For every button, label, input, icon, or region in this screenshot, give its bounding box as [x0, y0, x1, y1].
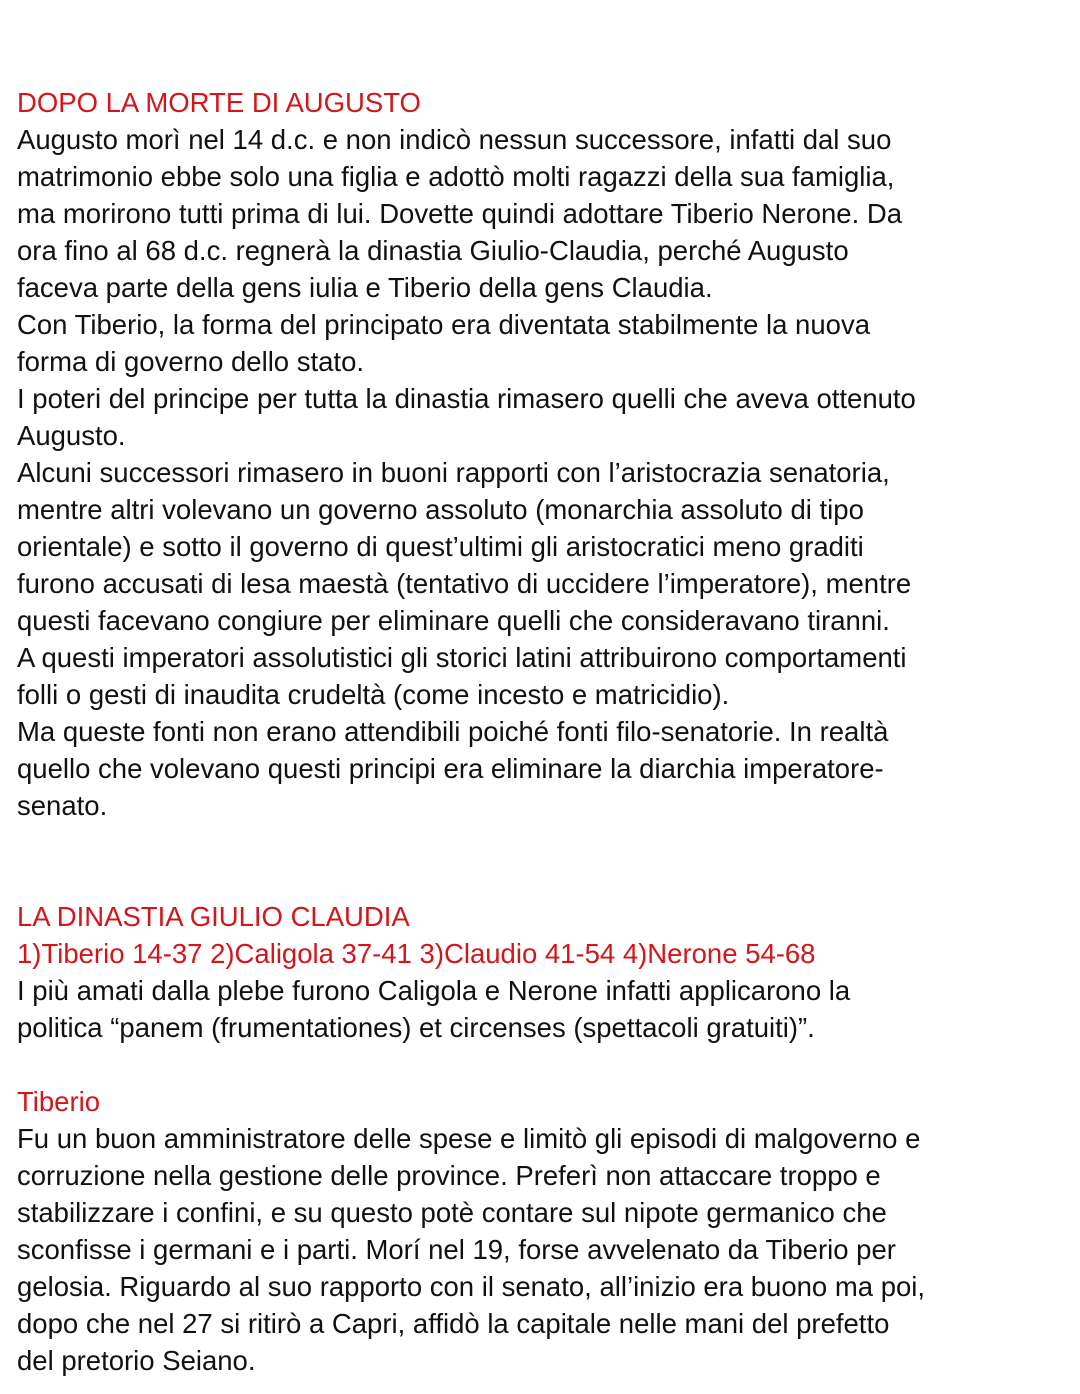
section-heading: DOPO LA MORTE DI AUGUSTO: [17, 87, 421, 118]
text-line: furono accusati di lesa maestà (tentativo di uccidere l’imperatore), mentre: [17, 568, 912, 599]
spacer: [17, 824, 1067, 898]
text-line: orientale) e sotto il governo di quest’ultimi gli aristocratici meno graditi: [17, 531, 864, 562]
text-line: Augusto morì nel 14 d.c. e non indicò nessun successore, infatti dal suo: [17, 124, 892, 155]
text-line: I più amati dalla plebe furono Caligola e Nerone infatti applicarono la: [17, 975, 851, 1006]
spacer: [17, 1046, 1067, 1083]
section-body: [17, 972, 1067, 1046]
text-line: sconfisse i germani e i parti. Morí nel 19, forse avvelenato da Tiberio per: [17, 1234, 896, 1265]
text-line: Con Tiberio, la forma del principato era diventata stabilmente la nuova: [17, 309, 870, 340]
text-line: mentre altri volevano un governo assoluto (monarchia assoluto di tipo: [17, 494, 864, 525]
section-body: [17, 121, 1067, 824]
text-line: questi facevano congiure per eliminare quelli che consideravano tiranni.: [17, 605, 890, 636]
text-line: folli o gesti di inaudita crudeltà (come incesto e matricidio).: [17, 679, 730, 710]
text-line: Fu un buon amministratore delle spese e limitò gli episodi di malgoverno e: [17, 1123, 921, 1154]
document-page: [17, 84, 1067, 1379]
section-dopo-morte-augusto: [17, 84, 1067, 824]
text-line: matrimonio ebbe solo una figlia e adottò molti ragazzi della sua famiglia,: [17, 161, 895, 192]
section-heading: Tiberio: [17, 1086, 101, 1117]
text-line: del pretorio Seiano.: [17, 1345, 256, 1376]
section-dinastia-giulio-claudia: [17, 898, 1067, 1046]
text-line: dopo che nel 27 si ritirò a Capri, affidò la capitale nelle mani del prefetto: [17, 1308, 890, 1339]
section-body: [17, 1120, 1067, 1379]
text-line: corruzione nella gestione delle province. Preferì non attaccare troppo e: [17, 1160, 881, 1191]
text-line: Augusto.: [17, 420, 126, 451]
text-line: stabilizzare i confini, e su questo potè contare sul nipote germanico che: [17, 1197, 887, 1228]
emperors-list: 1)Tiberio 14-37 2)Caligola 37-41 3)Claudio 41-54 4)Nerone 54-68: [17, 938, 816, 969]
text-line: quello che volevano questi principi era eliminare la diarchia imperatore-: [17, 753, 884, 784]
text-line: forma di governo dello stato.: [17, 346, 364, 377]
text-line: Alcuni successori rimasero in buoni rapporti con l’aristocrazia senatoria,: [17, 457, 890, 488]
text-line: I poteri del principe per tutta la dinastia rimasero quelli che aveva ottenuto: [17, 383, 916, 414]
section-heading: LA DINASTIA GIULIO CLAUDIA: [17, 901, 410, 932]
section-tiberio: [17, 1083, 1067, 1379]
text-line: ora fino al 68 d.c. regnerà la dinastia Giulio-Claudia, perché Augusto: [17, 235, 849, 266]
text-line: A questi imperatori assolutistici gli storici latini attribuirono comportamenti: [17, 642, 907, 673]
text-line: Ma queste fonti non erano attendibili poiché fonti filo-senatorie. In realtà: [17, 716, 889, 747]
text-line: faceva parte della gens iulia e Tiberio della gens Claudia.: [17, 272, 713, 303]
text-line: politica “panem (frumentationes) et circenses (spettacoli gratuiti)”.: [17, 1012, 815, 1043]
text-line: gelosia. Riguardo al suo rapporto con il senato, all’inizio era buono ma poi,: [17, 1271, 926, 1302]
text-line: ma morirono tutti prima di lui. Dovette quindi adottare Tiberio Nerone. Da: [17, 198, 903, 229]
text-line: senato.: [17, 790, 108, 821]
